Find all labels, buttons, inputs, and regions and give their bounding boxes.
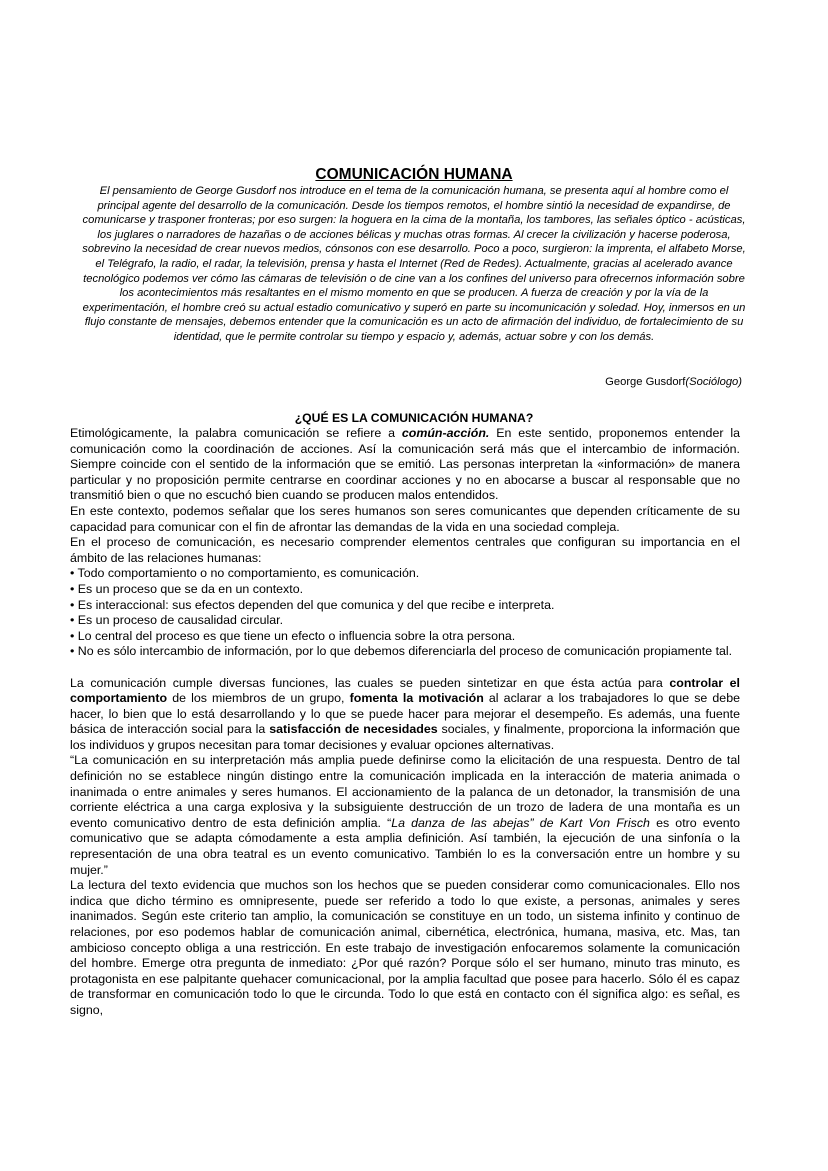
signature-name: George Gusdorf: [605, 376, 686, 388]
list-item: • Es interaccional: sus efectos dependen del que comunica y del que recibe e interpreta.: [70, 597, 555, 612]
list-item: • No es sólo intercambio de información, por lo que debemos diferenciarla del proceso de comunicación propiamente tal.: [70, 644, 733, 659]
text-run: La comunicación cumple diversas funciones, las cuales se pueden sintetizar en que ésta actúa para: [70, 675, 670, 690]
paragraph-gap: [70, 660, 740, 676]
signature-role: (Sociólogo): [685, 376, 742, 388]
text-run: En este sentido, proponemos entender la comunicación como la coordinación de acciones. Así la comunicación será más que el intercambio de información. Siempre coincide con el sentido de la información que se emitió. Las personas interpretan la «información» de manera particular y no proposición permite centrarse en coordinar acciones y no en abocarse a buscar al responsable que no transmitió bien o que no escuchó bien cuando se producen malos entendidos.: [70, 426, 740, 503]
paragraph-etymology: [70, 426, 740, 504]
text-run: “La comunicación en su interpretación más amplia puede definirse como la elicitación de una respuesta. Dentro de tal definición no se establece ningún distingo entre la comunicación implicada en la interacción de materia animada o inanimada o entre animales y seres humanos. El accionamiento de la palanca de un detonador, la transmisión de una corriente eléctrica a una carga explosiva y la subsiguiente destrucción de un trozo de ladera de una montaña es un evento comunicativo dentro de esta definición amplia. “: [70, 753, 740, 830]
text-run: es otro evento comunicativo que se adapta cómodamente a esta amplia definición. Así también, la ejecución de una sinfonía o la representación de una obra teatral es un evento comunicativo. También lo es la conversación entre un hombre y su mujer.”: [70, 815, 741, 877]
section-heading: ¿QUÉ ES LA COMUNICACIÓN HUMANA?: [294, 411, 534, 425]
text-run: sociales, y finalmente, proporciona la información que los individuos y grupos necesitan para tomar decisiones y evaluar opciones alternativas.: [70, 722, 740, 752]
paragraph-quote: [70, 753, 740, 878]
paragraph-context: En este contexto, podemos señalar que los seres humanos son seres comunicantes que dependen críticamente de su capacidad para comunicar con el fin de afrontar las demandas de la vida en una sociedad compleja.: [70, 503, 740, 534]
text-run: Etimológicamente, la palabra comunicación se refiere a: [70, 426, 402, 440]
paragraph-reading: La lectura del texto evidencia que muchos son los hechos que se pueden considerar como comunicacionales. Ello nos indica que dicho término es omnipresente, puede ser referido a todo lo que existe, a personas, animales y seres inanimados. Según este criterio tan amplio, la comunicación se constituye en un todo, un sistema infinito y continuo de relaciones, por eso podemos hablar de comunicación animal, cibernética, electrónica, humana, masiva, etc. Mas, tan ambicioso concepto obliga a una restricción. En este trabajo de investigación enfocaremos solamente la comunicación del hombre. Emerge otra pregunta de inmediato: ¿Por qué razón? Porque sólo el ser humano, minuto tras minuto, es protagonista en ese palpitante quehacer comunicacional, por la amplia facultad que posee para hacerlo. Sólo él es capaz de transformar en comunicación todo lo que le circunda. Todo lo que está en contacto con él significa algo: es señal, es signo,: [70, 878, 740, 1017]
list-item: • Es un proceso que se da en un contexto.: [70, 581, 304, 596]
bold-term: controlar el comportamiento: [70, 675, 740, 706]
text-run: al aclarar a los trabajadores lo que se debe hacer, lo bien que lo está desarrollando y lo que se puede hacer para mejorar el desempeño. Es además, una fuente básica de interacción social para la: [70, 691, 740, 737]
document-title: COMUNICACIÓN HUMANA: [315, 166, 513, 183]
paragraph-functions: [70, 676, 740, 754]
body-text: [70, 426, 740, 1019]
paragraph-process: En el proceso de comunicación, es necesario comprender elementos centrales que configuran su importancia en el ámbito de las relaciones humanas:: [70, 535, 740, 565]
italic-reference: La danza de las abejas” de Kart Von Frisch: [391, 815, 650, 830]
bold-term: fomenta la motivación: [349, 691, 484, 706]
bold-term: satisfacción de necesidades: [269, 722, 438, 737]
bullet-list: [70, 566, 740, 660]
intro-quote: El pensamiento de George Gusdorf nos introduce en el tema de la comunicación humana, se presenta aquí al hombre como el principal agente del desarrollo de la comunicación. Desde los tiempos remotos, el hombre sintió la necesidad de expandirse, de comunicarse y trasponer fronteras; por eso surgen: la hoguera en la cima de la montaña, los tambores, las señales óptico - acústicas, los juglares o narradores de hazañas o de acciones bélicas y muchas otras formas. Al crecer la civilización y hacerse poderosa, sobrevino la necesidad de crear nuevos medios, cónsonos con ese desarrollo. Poco a poco, surgieron: la imprenta, el alfabeto Morse, el Telégrafo, la radio, el radar, la televisión, prensa y hasta el Internet (Red de Redes). Actualmente, gracias al acelerado avance tecnológico podemos ver cómo las cámaras de televisión o de cine van a los confines del universo para ofrecernos información sobre los acontecimientos más resaltantes en el mismo momento en que se producen. A fuerza de creación y por la vía de la experimentación, el hombre creó su actual estadio comunicativo y superó en parte su incomunicación y soledad. Hoy, inmersos en un flujo constante de mensajes, debemos entender que la comunicación es un acto de afirmación del individuo, de fortalecimiento de su identidad, que le permite controlar su tiempo y espacio y, además, actuar sobre y con los demás.: [82, 185, 746, 343]
text-run: de los miembros de un grupo,: [167, 691, 350, 706]
list-item: • Lo central del proceso es que tiene un efecto o influencia sobre la otra persona.: [70, 628, 516, 643]
list-item: • Todo comportamiento o no comportamiento, es comunicación.: [70, 566, 420, 581]
emphasis-term: común-acción.: [401, 426, 490, 440]
list-item: • Es un proceso de causalidad circular.: [70, 613, 284, 628]
quote-signature: [605, 376, 742, 388]
